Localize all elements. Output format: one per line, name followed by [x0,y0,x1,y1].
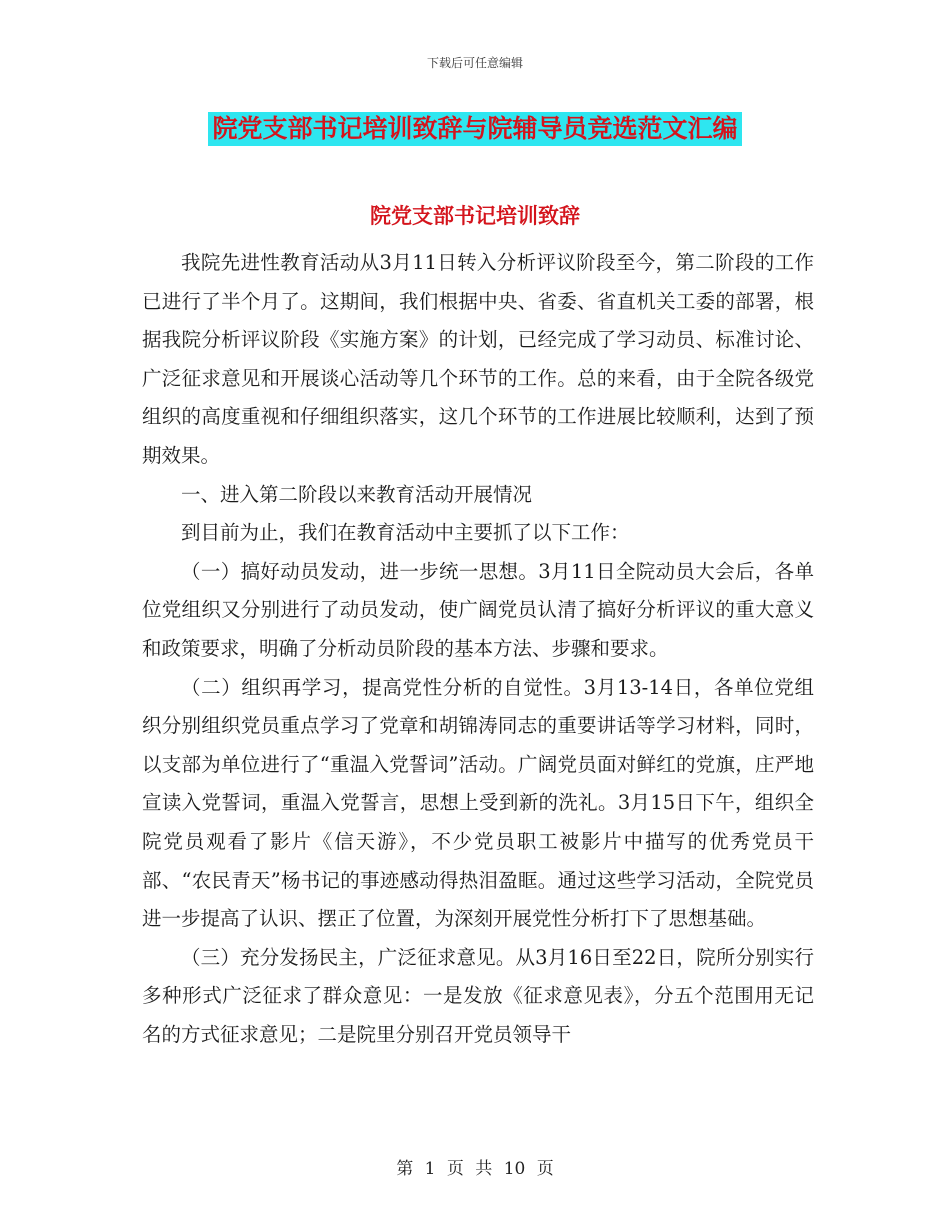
paragraph-heading: 一、进入第二阶段以来教育活动开展情况 [181,482,533,506]
page-header-note: 下载后可任意编辑 [426,56,523,70]
document-body [142,244,814,1054]
paragraph: 到目前为止，我们在教育活动中主要抓了以下工作： [181,521,630,545]
paragraph: 我院先进性教育活动从3月11日转入分析评议阶段至今，第二阶段的工作已进行了半个月了。这期间，我们根据中央、省委、省直机关工委的部署，根据我院分析评议阶段《实施方案》的计划，已经完成了学习动员、标准讨论、广泛征求意见和开展谈心活动等几个环节的工作。总的来看，由于全院各级党组织的高度重视和仔细组织落实，这几个环节的工作进展比较顺利，达到了预期效果。 [142,251,814,467]
document-title-text: 院党支部书记培训致辞与院辅导员竞选范文汇编 [208,112,741,146]
paragraph: （三）充分发扬民主，广泛征求意见。从3月16日至22日，院所分别实行多种形式广泛征求了群众意见：一是发放《征求意见表》，分五个范围用无记名的方式征求意见；二是院里分别召开党员领导干 [142,945,814,1046]
document-title [0,112,950,146]
page-footer: 第 1 页 共 10 页 [396,1159,554,1179]
paragraph: （一）搞好动员发动，进一步统一思想。3月11日全院动员大会后，各单位党组织又分别进行了动员发动，使广阔党员认清了搞好分析评议的重大意义和政策要求，明确了分析动员阶段的基本方法、步骤和要求。 [142,559,814,660]
paragraph: （二）组织再学习，提高党性分析的自觉性。3月13-14日，各单位党组织分别组织党员重点学习了党章和胡锦涛同志的重要讲话等学习材料，同时，以支部为单位进行了“重温入党誓词”活动。广阔党员面对鲜红的党旗，庄严地宣读入党誓词，重温入党誓言，思想上受到新的洗礼。3月15日下午，组织全院党员观看了影片《信天游》，不少党员职工被影片中描写的优秀党员干部、“农民青天”杨书记的事迹感动得热泪盈眶。通过这些学习活动，全院党员进一步提高了认识、摆正了位置，为深刻开展党性分析打下了思想基础。 [142,675,814,931]
section-title: 院党支部书记培训致辞 [370,203,580,228]
